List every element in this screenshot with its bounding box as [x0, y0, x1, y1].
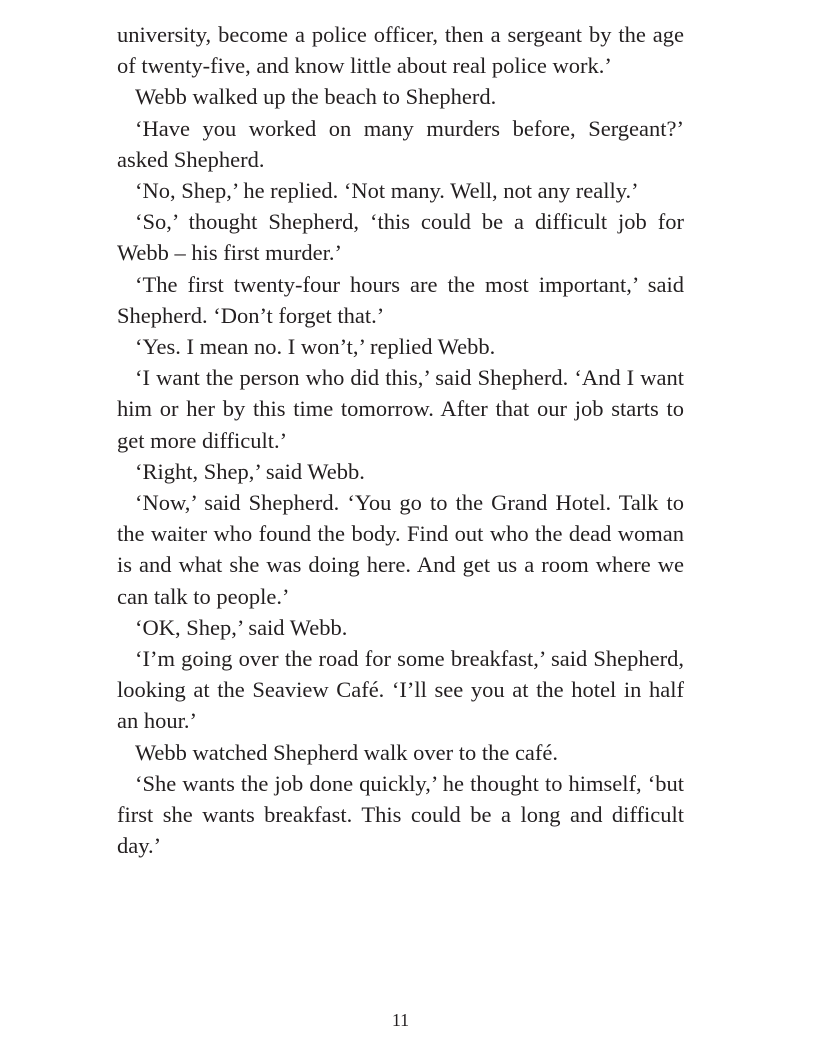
paragraph: ‘So,’ thought Shepherd, ‘this could be a difficult job for Webb – his first murder.’ [117, 209, 684, 266]
body-text [117, 19, 684, 861]
paragraph: Webb watched Shepherd walk over to the café. [135, 739, 559, 765]
paragraph: ‘Now,’ said Shepherd. ‘You go to the Grand Hotel. Talk to the waiter who found the body. Find out who the dead woman is and what she was doing here. And get us a room where we can talk to people.’ [117, 490, 684, 609]
paragraph: ‘I want the person who did this,’ said Shepherd. ‘And I want him or her by this time tomorrow. After that our job starts to get more difficult.’ [117, 365, 684, 453]
paragraph: ‘Yes. I mean no. I won’t,’ replied Webb. [135, 334, 496, 360]
paragraph: ‘Right, Shep,’ said Webb. [135, 458, 365, 484]
page-number: 11 [391, 1010, 410, 1030]
paragraph: Webb walked up the beach to Shepherd. [135, 84, 497, 110]
paragraph: ‘I’m going over the road for some breakfast,’ said Shepherd, looking at the Seaview Café. ‘I’ll see you at the hotel in half an hour.’ [117, 646, 684, 734]
paragraph: ‘She wants the job done quickly,’ he thought to himself, ‘but first she wants breakfast. This could be a long and difficult day.’ [117, 770, 684, 859]
paragraph: ‘The first twenty-four hours are the most important,’ said Shepherd. ‘Don’t forget that.’ [117, 271, 684, 328]
paragraph: ‘OK, Shep,’ said Webb. [135, 614, 348, 640]
paragraph-continuation: university, become a police officer, then a sergeant by the age of twenty-five, and know little about real police work.’ [117, 22, 684, 79]
paragraph: ‘Have you worked on many murders before, Sergeant?’ asked Shepherd. [117, 115, 684, 172]
paragraph: ‘No, Shep,’ he replied. ‘Not many. Well, not any really.’ [135, 178, 639, 204]
